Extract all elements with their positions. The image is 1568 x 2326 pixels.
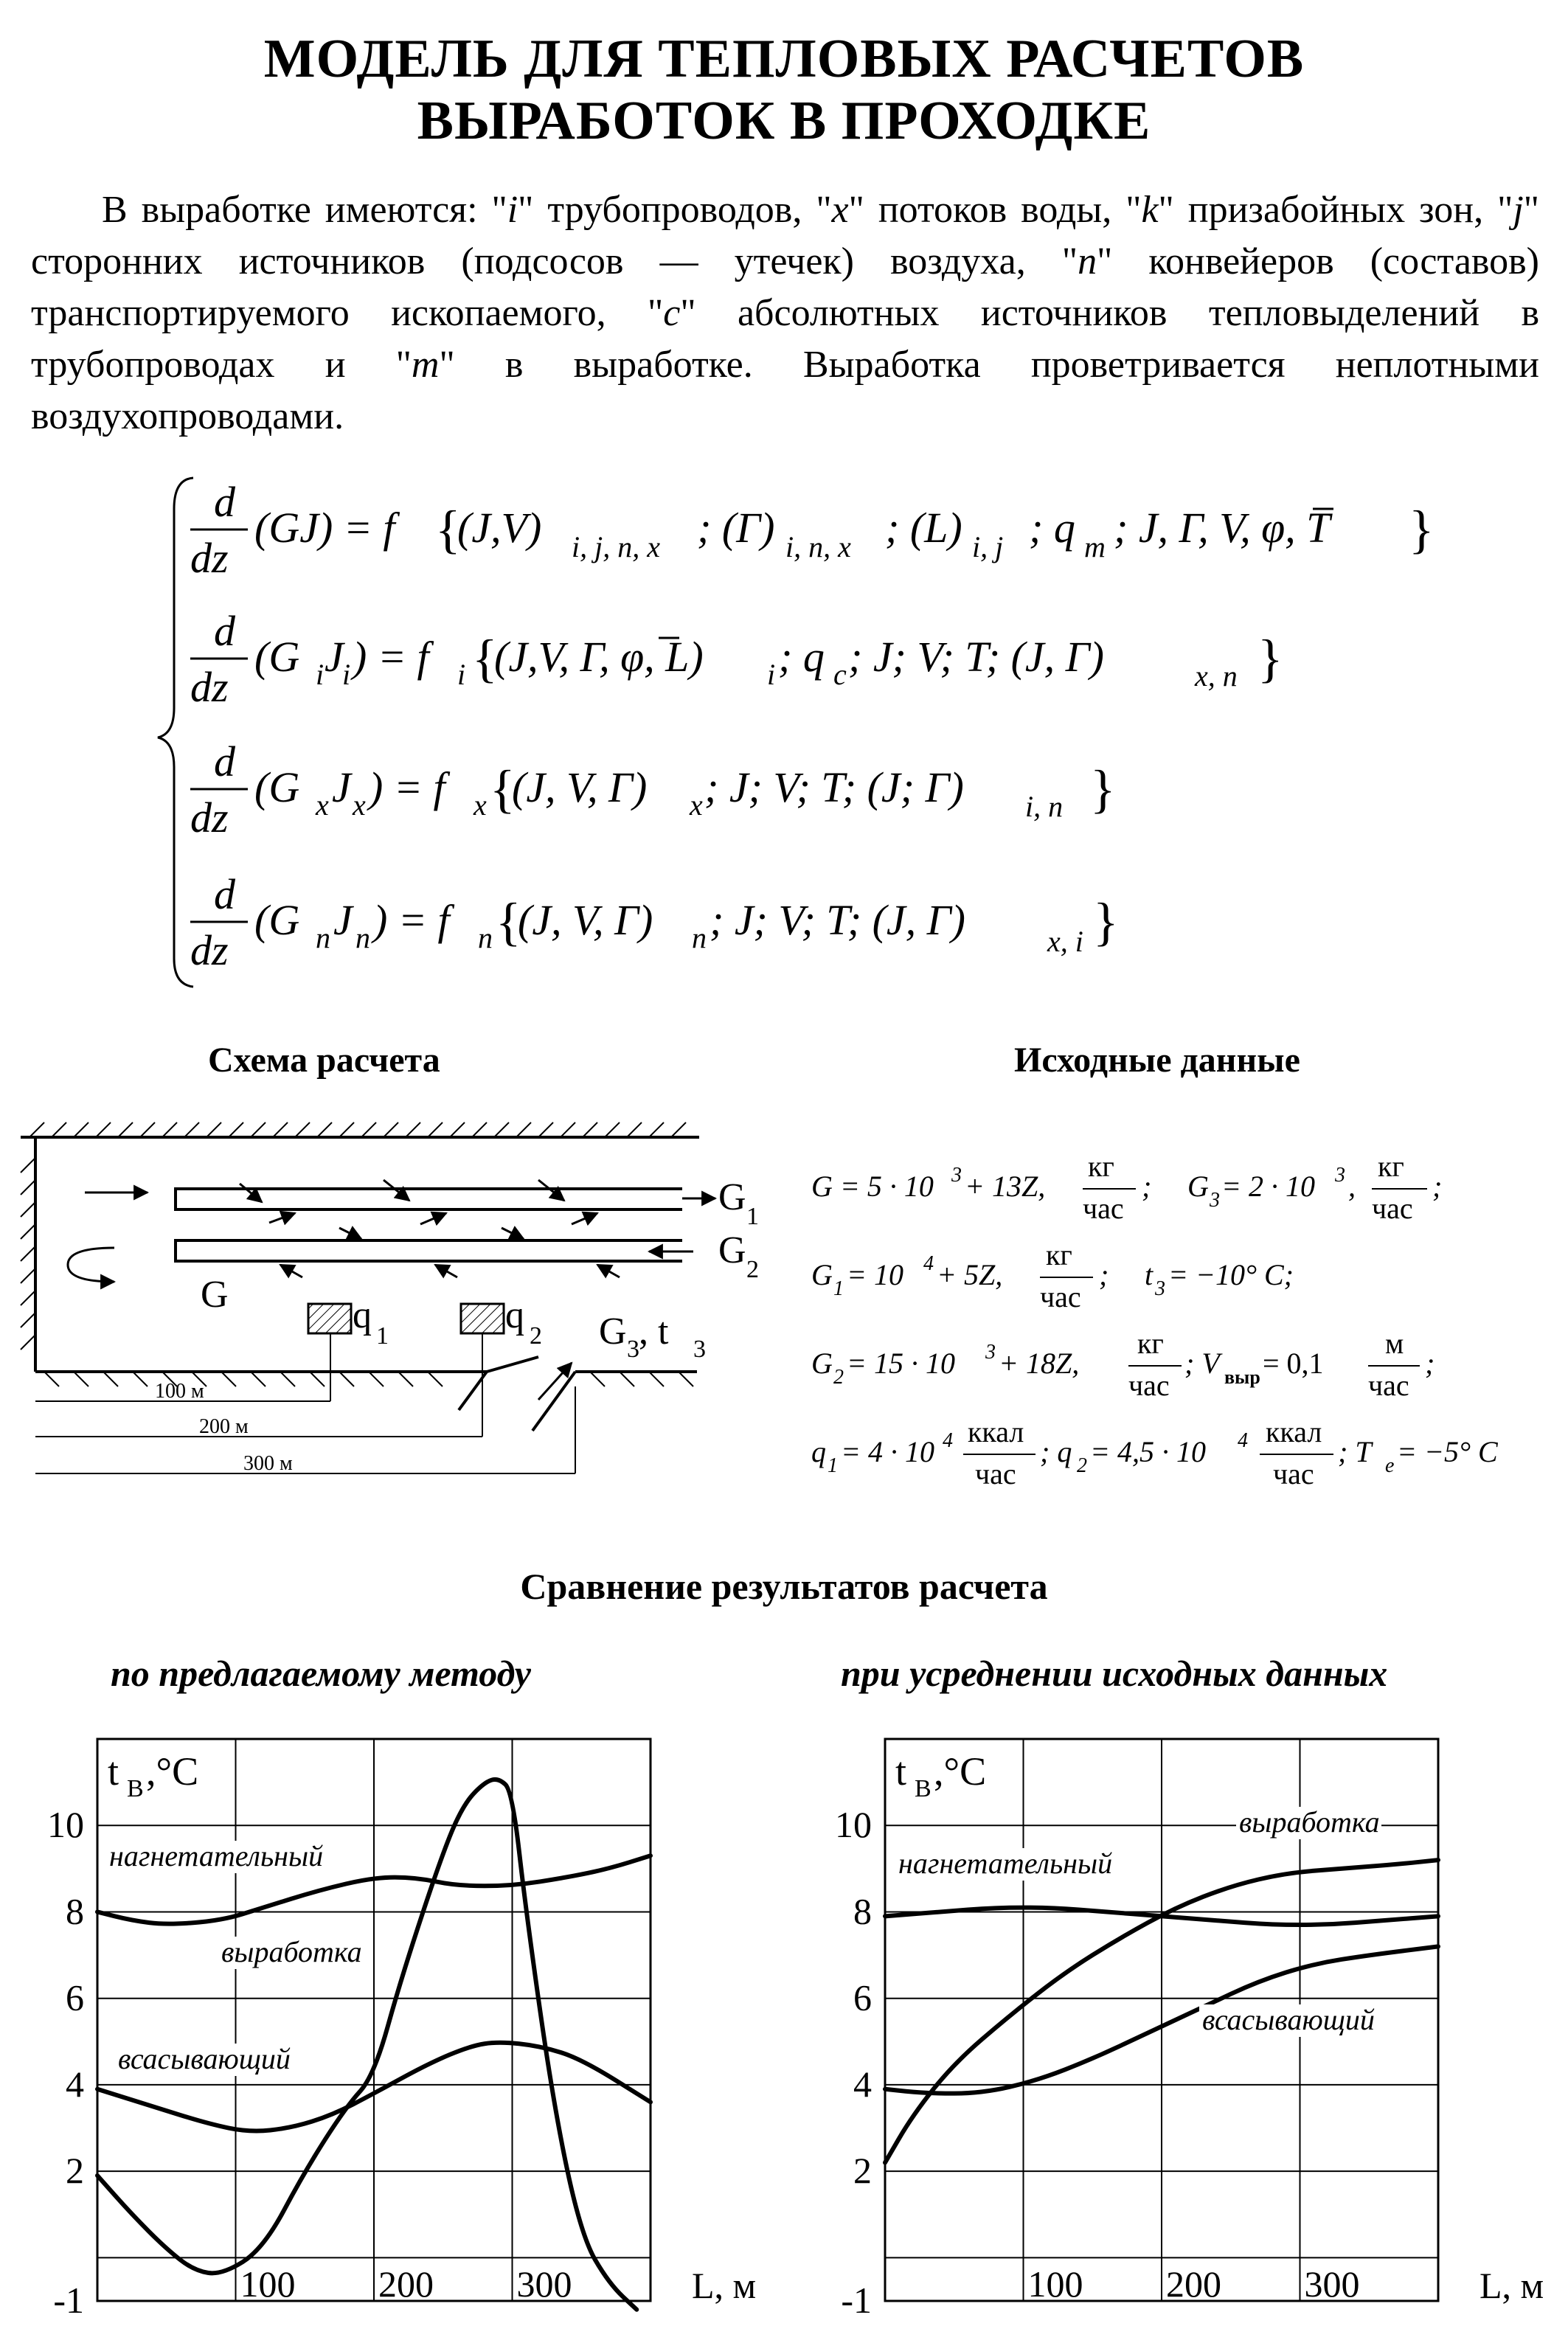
f2-a: G <box>811 1258 833 1291</box>
eq2-d: d <box>214 607 235 655</box>
title-line-1: МОДЕЛЬ ДЛЯ ТЕПЛОВЫХ РАСЧЕТОВ <box>263 29 1305 89</box>
f2-c: + 5Z, <box>937 1258 1003 1291</box>
intro-var: k <box>1141 189 1159 231</box>
eq2-s3: i <box>457 658 466 691</box>
x-tick-label: 100 <box>1027 2263 1083 2305</box>
f4-unit-den: час <box>975 1457 1016 1490</box>
label-G1: G <box>718 1176 746 1218</box>
f1-unit-den: час <box>1083 1192 1124 1225</box>
eq2-m1: ; q <box>778 633 825 681</box>
f4-f: = −5° C <box>1397 1435 1498 1468</box>
label-G: G <box>201 1274 229 1316</box>
f1-g: ; <box>1432 1170 1443 1203</box>
f2-b: = 10 <box>847 1258 903 1291</box>
eq4-brace-close: } <box>1093 892 1119 951</box>
series-label: всасывающий <box>1202 2003 1375 2036</box>
eq1-d: d <box>214 478 235 526</box>
x-tick-label: 200 <box>378 2263 434 2305</box>
intro-var: n <box>1078 240 1097 282</box>
y-tick-label: 8 <box>853 1890 872 1932</box>
label-q1-sub: 1 <box>376 1322 389 1350</box>
eq2-sub1: i <box>767 658 776 691</box>
y-tick-label: 6 <box>853 1976 872 2018</box>
eq4-lhs: (G <box>254 896 300 944</box>
eq2-s1: i <box>316 658 325 691</box>
f2-b-sup: 4 <box>923 1252 934 1275</box>
distance-200: 200 м <box>199 1415 249 1438</box>
eq4-lhs2: J <box>333 896 353 944</box>
chart-2-title: при усреднении исходных данных <box>841 1653 1388 1694</box>
intro-var: i <box>507 189 518 231</box>
intro-text: В выработке имеются: " <box>102 189 507 231</box>
label-G2-sub: 2 <box>746 1256 759 1283</box>
label-t3-sub: 3 <box>693 1336 706 1363</box>
eq4-args: (J, V, Γ) <box>518 896 653 944</box>
f3-d: ; V <box>1184 1347 1220 1380</box>
eq3-args: (J, V, Γ) <box>512 763 648 811</box>
f4-a-sub: 1 <box>828 1454 838 1477</box>
f4-unit-num: ккал <box>968 1415 1024 1448</box>
intro-text: " трубопроводов, " <box>518 189 832 231</box>
y-tick-label: -1 <box>53 2280 84 2321</box>
y-tick-label: -1 <box>841 2280 872 2321</box>
label-G3: G <box>599 1310 627 1353</box>
eq2-s2: i <box>342 658 351 691</box>
eq3-sub2: i, n <box>1025 790 1064 823</box>
y-tick-label: 2 <box>853 2150 872 2192</box>
eq4-lhs3: ) = f <box>373 896 450 944</box>
eq2-sub3: x, n <box>1195 659 1238 692</box>
eq3-s2: x <box>353 788 366 822</box>
f1-a-sup: 3 <box>951 1164 962 1187</box>
y-tick-label: 6 <box>66 1976 84 2018</box>
f1-unit2-den: час <box>1372 1192 1413 1225</box>
eq2-dz: dz <box>190 663 229 711</box>
eq2-brace-close: } <box>1257 629 1283 688</box>
intro-text: " потоков воды, " <box>848 189 1142 231</box>
series-label: выработка <box>1239 1805 1380 1839</box>
f1-unit2-num: кг <box>1378 1150 1404 1183</box>
f4-unit2-den: час <box>1273 1457 1314 1490</box>
eq4-s3: n <box>478 921 493 954</box>
eq3-lhs2: J <box>332 763 351 811</box>
eq2-lhs: (G <box>254 633 300 681</box>
eq3-lhs: (G <box>254 763 300 811</box>
f4-d-sup: 4 <box>1238 1429 1248 1452</box>
f1-c: ; <box>1142 1170 1152 1203</box>
eq4-dz: dz <box>190 926 229 974</box>
f4-b-sup: 4 <box>943 1429 953 1452</box>
chart-2 <box>835 1739 1544 2321</box>
f3-m-num: м <box>1385 1327 1404 1360</box>
eq1-brace-close: } <box>1409 500 1435 559</box>
eq3-d: d <box>214 737 235 785</box>
eq3-dz: dz <box>190 794 229 841</box>
f2-unit-den: час <box>1040 1280 1081 1313</box>
y-tick-label: 8 <box>66 1890 84 1932</box>
y-axis-label-sub: В <box>127 1775 144 1802</box>
f2-e-sub: 3 <box>1155 1277 1165 1300</box>
eq1-m2: ; (L) <box>885 504 962 552</box>
intro-text: " призабойных зон, " <box>1158 189 1513 231</box>
distance-300: 300 м <box>243 1452 293 1475</box>
f1-a: G = 5 · 10 <box>811 1170 934 1203</box>
f3-m-den: час <box>1368 1369 1409 1402</box>
f4-c-sub: 2 <box>1077 1454 1087 1477</box>
distance-100: 100 м <box>155 1380 204 1403</box>
f3-b: = 15 · 10 <box>847 1347 955 1380</box>
eq3-s3: x <box>473 788 487 822</box>
f4-e: ; T <box>1338 1435 1372 1468</box>
f3-d-sub: выр <box>1224 1367 1260 1388</box>
eq1-lhs: (GJ) = f <box>254 504 395 552</box>
comparison-title: Сравнение результатов расчета <box>520 1566 1048 1607</box>
f4-c: ; q <box>1040 1435 1072 1468</box>
f1-unit-num: кг <box>1088 1150 1114 1183</box>
label-G2: G <box>718 1229 746 1271</box>
f3-b-sup: 3 <box>985 1341 996 1364</box>
f1-e-sup: 3 <box>1335 1164 1345 1187</box>
eq1-brace: { <box>435 500 461 559</box>
eq4-sub1: n <box>692 921 707 954</box>
x-tick-label: 200 <box>1166 2263 1221 2305</box>
chart-1 <box>47 1739 756 2321</box>
y-axis-label: t <box>108 1749 119 1794</box>
intro-var: x <box>831 189 849 231</box>
eq3-brace: { <box>490 760 516 819</box>
eq2-m2: ; J; V; T; (J, Γ) <box>848 633 1104 681</box>
f1-e: = 2 · 10 <box>1221 1170 1315 1203</box>
f1-f: , <box>1348 1170 1356 1203</box>
intro-var: c <box>663 292 681 334</box>
f3-a: G <box>811 1347 833 1380</box>
eq3-s1: x <box>316 788 329 822</box>
x-tick-label: 300 <box>516 2263 572 2305</box>
f4-b: = 4 · 10 <box>841 1435 934 1468</box>
x-axis-label: L, м <box>1479 2265 1544 2306</box>
f1-b: + 13Z, <box>965 1170 1046 1203</box>
chart-grid <box>97 1739 651 2301</box>
eq2-lhs2: J <box>325 633 344 681</box>
intro-text: " абсолютных источников тепловыделений в трубопроводах и " <box>31 292 1539 386</box>
f3-f: ; <box>1425 1347 1435 1380</box>
f2-unit-num: кг <box>1046 1238 1072 1271</box>
eq1-sub3: i, j <box>972 530 1004 563</box>
f3-c: + 18Z, <box>999 1347 1080 1380</box>
y-tick-label: 4 <box>66 2063 84 2105</box>
eq3-brace-close: } <box>1090 760 1116 819</box>
eq4-m1: ; J; V; T; (J, Γ) <box>710 896 965 944</box>
eq3-sub1: x <box>690 788 703 822</box>
eq1-m4: ; J, Γ, V, φ, T <box>1114 504 1331 552</box>
eq2-brace: { <box>472 629 498 688</box>
f2-d: ; <box>1099 1258 1109 1291</box>
y-axis-label-unit: ,°C <box>146 1749 199 1794</box>
label-q2: q <box>505 1294 524 1336</box>
source-data-title: Исходные данные <box>1014 1041 1300 1080</box>
eq1-sub4: m <box>1084 530 1106 563</box>
f3-unit-num: кг <box>1137 1327 1164 1360</box>
eq1-m1: ; (Γ) <box>697 504 775 552</box>
f4-a: q <box>811 1435 826 1468</box>
f3-unit-den: час <box>1128 1369 1170 1402</box>
f4-d: = 4,5 · 10 <box>1090 1435 1206 1468</box>
y-axis-label: t <box>895 1749 907 1794</box>
intro-var: m <box>411 344 440 386</box>
eq1-args: (J,V) <box>457 504 542 552</box>
intro-var: j <box>1513 189 1524 231</box>
label-q1: q <box>353 1294 372 1336</box>
x-axis-label: L, м <box>692 2265 757 2306</box>
eq3-m1: ; J; V; T; (J; Γ) <box>704 763 964 811</box>
eq2-args: (J,V, Γ, φ, L) <box>494 633 704 681</box>
intro-text: " в выработке. Выработка проветривается неплотными воздухопроводами. <box>31 344 1539 437</box>
scheme-title: Схема расчета <box>208 1041 440 1080</box>
y-axis-label-sub: В <box>915 1775 932 1802</box>
f3-a-sub: 2 <box>833 1366 844 1389</box>
y-axis-label-unit: ,°C <box>934 1749 987 1794</box>
label-q2-sub: 2 <box>530 1322 542 1350</box>
eq4-s1: n <box>316 921 330 954</box>
f1-d: G <box>1187 1170 1209 1203</box>
intro-text: " конвейеров (составов) транспортируемого ископаемого, " <box>31 240 1539 334</box>
f4-e-sub: e <box>1385 1454 1395 1477</box>
eq1-sub2: i, n, x <box>785 530 851 563</box>
y-tick-label: 10 <box>835 1804 872 1846</box>
series-label: нагнетательный <box>109 1839 324 1872</box>
eq4-sub2: x, i <box>1047 925 1083 958</box>
f2-e: t <box>1145 1258 1154 1291</box>
f3-e: = 0,1 <box>1263 1347 1324 1380</box>
y-tick-label: 4 <box>853 2063 872 2105</box>
intro-text: " сторонних источников (подсосов — утечек) воздуха, " <box>31 189 1539 282</box>
f4-unit2-num: ккал <box>1266 1415 1322 1448</box>
eq1-dz: dz <box>190 534 229 582</box>
label-t3: , t <box>639 1310 669 1353</box>
eq4-s2: n <box>355 921 370 954</box>
y-tick-label: 2 <box>66 2150 84 2192</box>
eq4-brace: { <box>496 892 521 951</box>
f2-f: = −10° C; <box>1168 1258 1294 1291</box>
chart-1-title: по предлагаемому методу <box>111 1653 531 1694</box>
eq2-sub2: c <box>833 658 847 691</box>
label-G1-sub: 1 <box>746 1203 759 1230</box>
x-tick-label: 300 <box>1304 2263 1360 2305</box>
series-label: выработка <box>221 1935 362 1968</box>
f2-a-sub: 1 <box>833 1277 844 1300</box>
title-line-2: ВЫРАБОТОК В ПРОХОДКЕ <box>417 91 1151 151</box>
series-label: всасывающий <box>118 2042 291 2075</box>
x-tick-label: 100 <box>240 2263 296 2305</box>
f1-d-sub: 3 <box>1210 1189 1220 1212</box>
eq2-lhs3: ) = f <box>353 633 429 681</box>
series-label: нагнетательный <box>898 1847 1113 1880</box>
eq3-lhs3: ) = f <box>369 763 445 811</box>
eq1-m3: ; q <box>1029 504 1075 552</box>
y-tick-label: 10 <box>47 1804 84 1846</box>
label-G3-sub: 3 <box>627 1336 639 1363</box>
eq4-d: d <box>214 870 235 918</box>
eq1-sub1: i, j, n, x <box>572 530 660 563</box>
